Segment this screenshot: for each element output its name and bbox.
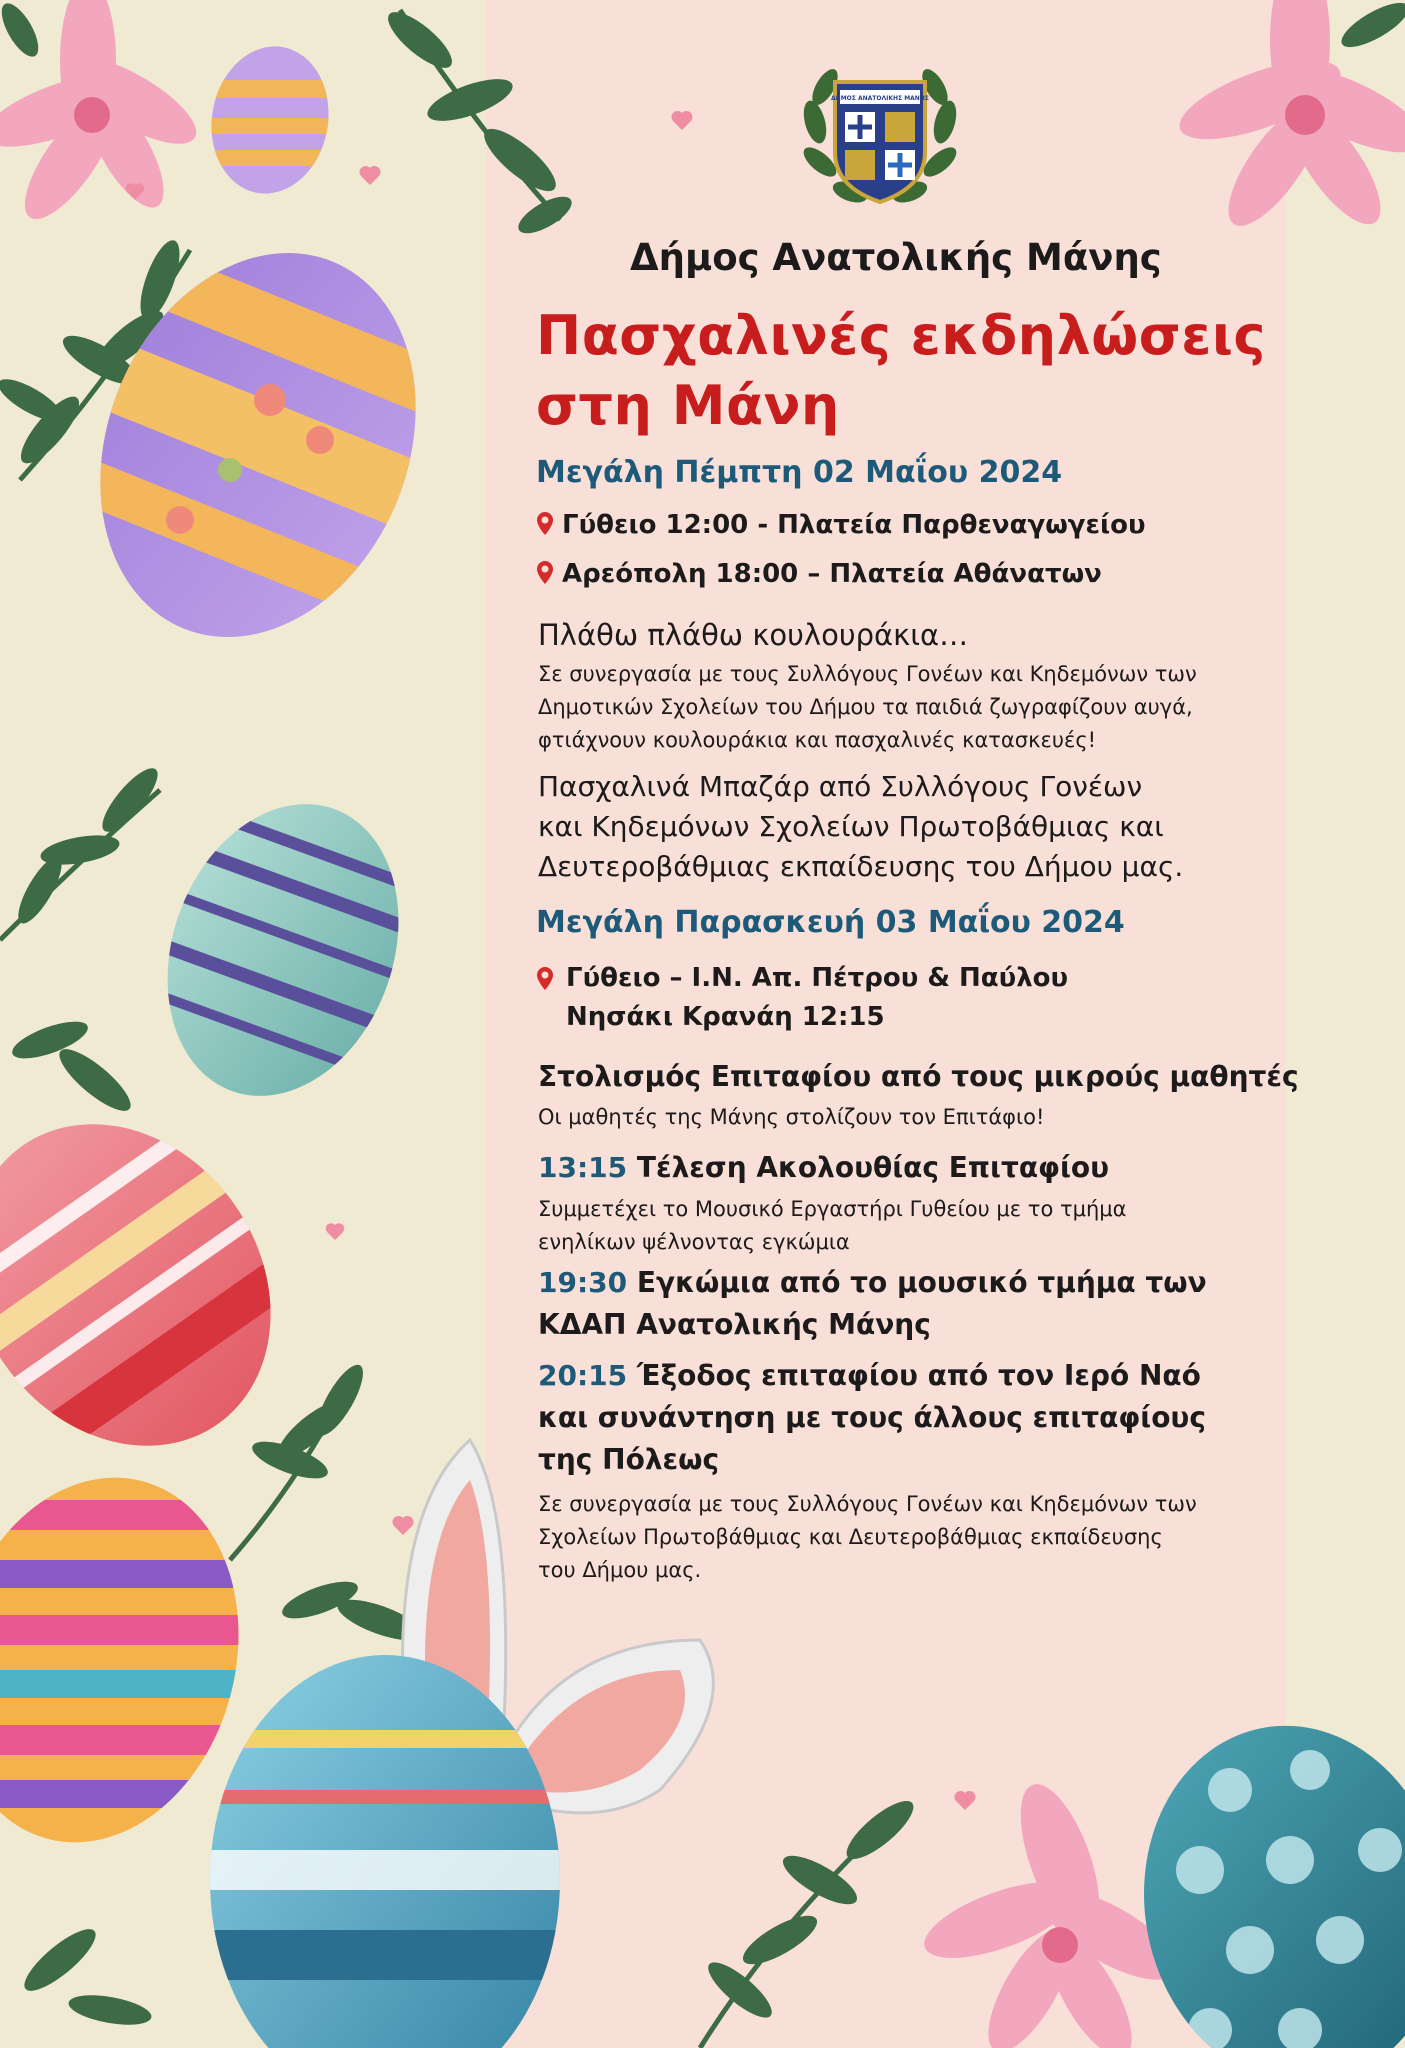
- day2-location-line1: Γύθειο – Ι.Ν. Απ. Πέτρου & Παύλου: [566, 963, 1069, 993]
- day2-event1-description: Οι μαθητές της Μάνης στολίζουν τον Επιτάφιο!: [538, 1105, 1045, 1129]
- leaf-branch-top-right: [0, 0, 1405, 62]
- easter-egg-purple: [29, 230, 499, 670]
- municipality-logo: [790, 52, 970, 212]
- day2-event2-description: Συμμετέχει το Μουσικό Εργαστήρι Γυθείου με το τμήμα ενηλίκων ψέλνοντας εγκώμια: [538, 1197, 1127, 1254]
- event-time: 19:30: [538, 1266, 628, 1299]
- day1-location-2: Αρεόπολη 18:00 – Πλατεία Αθάνατων: [562, 559, 1102, 589]
- easter-egg-polka: [1140, 1720, 1405, 2048]
- location-pin-icon: [536, 966, 554, 992]
- organization-name: Δήμος Ανατολικής Μάνης: [630, 236, 1162, 279]
- day1-event1-description: Σε συνεργασία με τους Συλλόγους Γονέων και Κηδεμόνων των Δημοτικών Σχολείων του Δήμου τα παιδιά ζωγραφίζουν αυγά, φτιάχνουν κουλουράκια και πασχαλινές κατασκευές!: [538, 662, 1197, 752]
- easter-egg-small: [200, 40, 340, 200]
- poster-title-line1: Πασχαλινές εκδηλώσεις: [536, 304, 1266, 367]
- logo-text: ΔΗΜΟΣ ΑΝΑΤΟΛΙΚΗΣ ΜΑΝΗΣ: [831, 95, 929, 102]
- location-pin-icon: [536, 560, 554, 586]
- day2-event1-title: Στολισμός Επιταφίου από τους μικρούς μαθητές: [538, 1060, 1299, 1093]
- day1-event1-title: Πλάθω πλάθω κουλουράκια…: [538, 618, 969, 652]
- day2-event4-description: Σε συνεργασία με τους Συλλόγους Γονέων και Κηδεμόνων των Σχολείων Πρωτοβάθμιας και Δευτεροβάθμιας εκπαίδευσης του Δήμου μας.: [538, 1492, 1197, 1582]
- easter-egg-teal: [127, 790, 459, 1110]
- leaf-branch-left-2: [0, 761, 166, 1120]
- easter-egg-blue: [200, 1650, 580, 2048]
- location-pin-icon: [536, 511, 554, 537]
- day2-date: Μεγάλη Παρασκευή 03 Μαΐου 2024: [536, 905, 1125, 940]
- poster-title-line2: στη Μάνη: [536, 374, 840, 437]
- day2-event4-heading: 20:15 Έξοδος επιταφίου από τον Ιερό Ναό και συνάντηση με τους άλλους επιταφίους της Πόλεως: [538, 1359, 1206, 1476]
- leaf-branch-bunny: [230, 1359, 427, 1649]
- day2-location-line2: Νησάκι Κρανάη 12:15: [566, 1002, 885, 1032]
- day1-location-1: Γύθειο 12:00 - Πλατεία Παρθεναγωγείου: [562, 510, 1146, 540]
- event-title: Τέλεση Ακολουθίας Επιταφίου: [636, 1151, 1110, 1184]
- day1-event2: Πασχαλινά Μπαζάρ από Συλλόγους Γονέων και Κηδεμόνων Σχολείων Πρωτοβάθμιας και Δευτεροβάθμιας εκπαίδευσης του Δήμου μας.: [538, 770, 1184, 883]
- day2-event3-heading: 19:30 Εγκώμια από το μουσικό τμήμα των ΚΔΑΠ Ανατολικής Μάνης: [538, 1266, 1207, 1341]
- day2-event2-heading: [538, 1151, 1109, 1184]
- event-time: 13:15: [538, 1151, 628, 1184]
- leaf-branch-top: [380, 4, 577, 241]
- event-time: 20:15: [538, 1359, 628, 1392]
- easter-egg-red: [0, 1092, 344, 1480]
- day1-date: Μεγάλη Πέμπτη 02 Μαΐου 2024: [536, 455, 1063, 490]
